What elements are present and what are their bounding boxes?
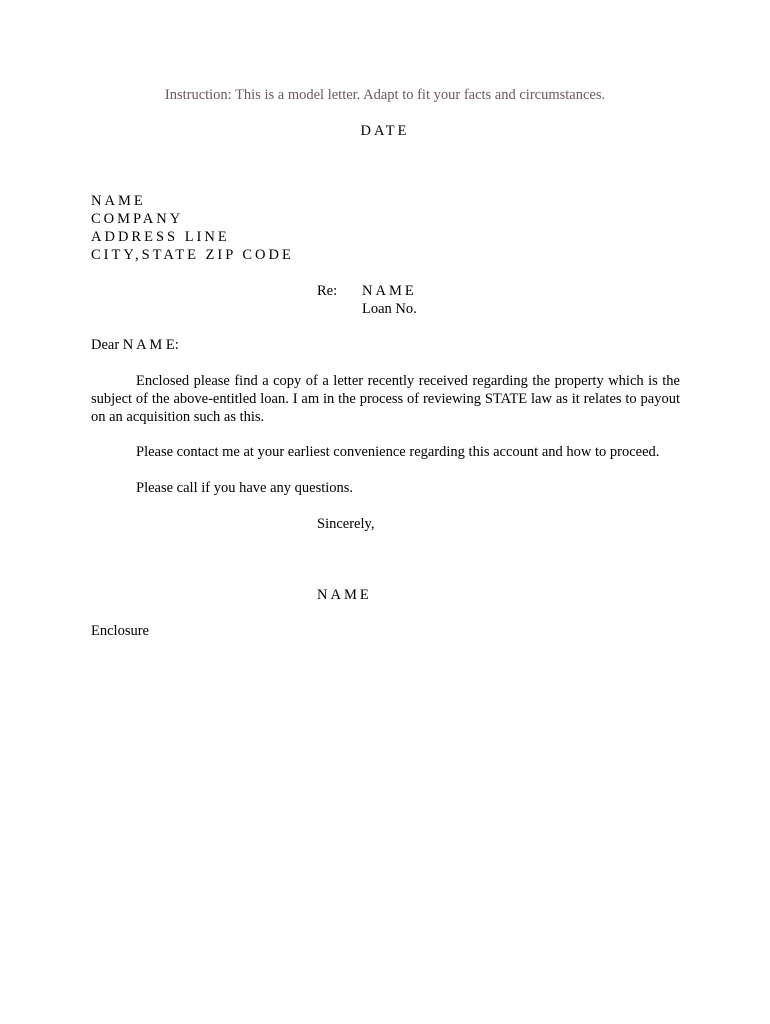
re-name: NAME (362, 283, 417, 299)
body-paragraph-1: Enclosed please find a copy of a letter recently received regarding the property which is the subject of the above-entitled loan. I am in the process of reviewing STATE law as it relates to payout on an acquisition such as this. (91, 373, 680, 425)
salutation: Dear N A M E: (91, 337, 179, 353)
body-paragraph-2: Please contact me at your earliest convenience regarding this account and how to proceed. (136, 444, 660, 460)
re-label: Re: (317, 283, 338, 299)
recipient-city-state-zip: CITY,STATE ZIP CODE (91, 247, 294, 263)
closing: Sincerely, (317, 516, 375, 532)
letter-date: DATE (360, 123, 410, 139)
recipient-address-line: ADDRESS LINE (91, 229, 230, 245)
recipient-name: NAME (91, 193, 146, 209)
recipient-company: COMPANY (91, 211, 184, 227)
enclosure-note: Enclosure (91, 623, 149, 639)
body-paragraph-3: Please call if you have any questions. (136, 480, 354, 496)
re-loan-number: Loan No. (362, 301, 417, 317)
signer-name: NAME (317, 587, 372, 603)
instruction-note: Instruction: This is a model letter. Adapt to fit your facts and circumstances. (164, 87, 606, 103)
